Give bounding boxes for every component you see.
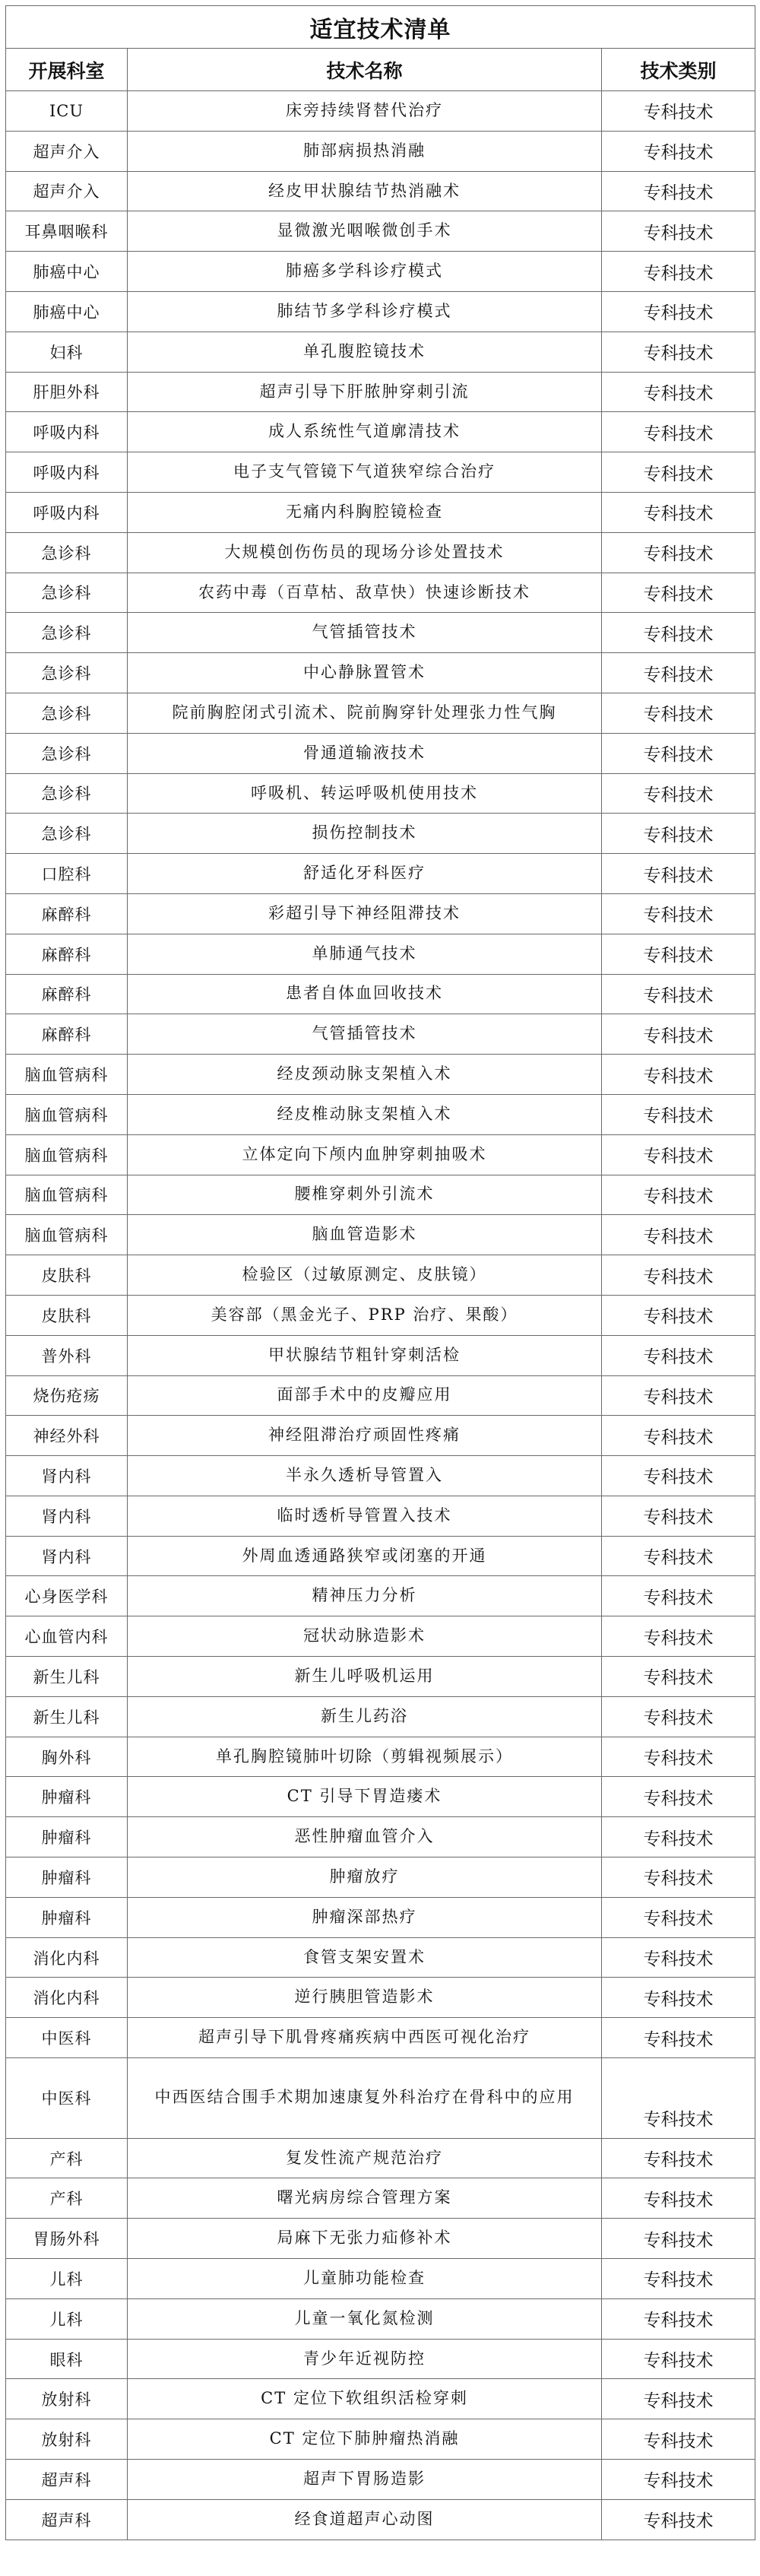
table-row (6, 171, 755, 211)
name-cell: 舒适化牙科医疗 (128, 854, 602, 894)
type-cell: 专科技术 (602, 1536, 755, 1576)
name-cell: 脑血管造影术 (128, 1215, 602, 1255)
type-cell: 专科技术 (602, 2499, 755, 2540)
type-cell: 专科技术 (602, 1857, 755, 1898)
dept-cell: 肿瘤科 (6, 1857, 128, 1898)
type-cell: 专科技术 (602, 452, 755, 493)
type-cell: 专科技术 (602, 412, 755, 452)
table-row (6, 1897, 755, 1937)
dept-cell: 肿瘤科 (6, 1817, 128, 1857)
type-cell: 专科技术 (602, 733, 755, 773)
type-cell: 专科技术 (602, 1937, 755, 1978)
table-row (6, 1416, 755, 1456)
table-row (6, 131, 755, 171)
table-row (6, 974, 755, 1014)
table-row (6, 1496, 755, 1536)
type-cell: 专科技术 (602, 252, 755, 292)
dept-cell: 皮肤科 (6, 1255, 128, 1296)
type-cell: 专科技术 (602, 1416, 755, 1456)
type-cell: 专科技术 (602, 1335, 755, 1375)
name-cell: 新生儿呼吸机运用 (128, 1657, 602, 1697)
dept-cell: 呼吸内科 (6, 412, 128, 452)
table-row (6, 733, 755, 773)
table-row (6, 1014, 755, 1055)
dept-cell: 肺癌中心 (6, 291, 128, 332)
name-cell: 成人系统性气道廓清技术 (128, 412, 602, 452)
table-row (6, 1456, 755, 1496)
table-row (6, 1094, 755, 1134)
name-cell: 肿瘤放疗 (128, 1857, 602, 1898)
name-cell: 院前胸腔闭式引流术、院前胸穿针处理张力性气胸 (128, 693, 602, 733)
dept-cell: 肿瘤科 (6, 1777, 128, 1817)
table-row (6, 934, 755, 974)
table-row (6, 653, 755, 693)
type-cell: 专科技术 (602, 2018, 755, 2058)
type-cell: 专科技术 (602, 1897, 755, 1937)
dept-cell: 儿科 (6, 2259, 128, 2299)
type-cell: 专科技术 (602, 211, 755, 252)
table-row (6, 1937, 755, 1978)
type-cell: 专科技术 (602, 2178, 755, 2219)
table-row (6, 412, 755, 452)
table-row (6, 492, 755, 532)
table-row (6, 1055, 755, 1095)
table-row (6, 573, 755, 613)
type-cell: 专科技术 (602, 1255, 755, 1296)
dept-cell: 放射科 (6, 2419, 128, 2460)
name-cell: 神经阻滞治疗顽固性疼痛 (128, 1416, 602, 1456)
dept-cell: 新生儿科 (6, 1657, 128, 1697)
dept-cell: 急诊科 (6, 733, 128, 773)
name-cell: 中西医结合围手术期加速康复外科治疗在骨科中的应用 (128, 2058, 602, 2139)
name-cell: 食管支架安置术 (128, 1937, 602, 1978)
table-row (6, 1134, 755, 1175)
type-cell: 专科技术 (602, 1055, 755, 1095)
type-cell: 专科技术 (602, 1576, 755, 1616)
table-title: 适宜技术清单 (6, 6, 755, 49)
type-cell: 专科技术 (602, 1295, 755, 1335)
type-cell: 专科技术 (602, 171, 755, 211)
name-cell: 经皮椎动脉支架植入术 (128, 1094, 602, 1134)
type-cell: 专科技术 (602, 91, 755, 132)
dept-cell: 放射科 (6, 2379, 128, 2419)
dept-cell: 急诊科 (6, 532, 128, 573)
dept-cell: 急诊科 (6, 573, 128, 613)
dept-cell: 口腔科 (6, 854, 128, 894)
type-cell: 专科技术 (602, 2419, 755, 2460)
table-row (6, 1777, 755, 1817)
name-cell: CT 定位下肺肿瘤热消融 (128, 2419, 602, 2460)
type-cell: 专科技术 (602, 854, 755, 894)
name-cell: 肺结节多学科诊疗模式 (128, 291, 602, 332)
dept-cell: 中医科 (6, 2058, 128, 2139)
dept-cell: 普外科 (6, 1335, 128, 1375)
name-cell: 经皮甲状腺结节热消融术 (128, 171, 602, 211)
table-row (6, 1657, 755, 1697)
type-cell: 专科技术 (602, 2259, 755, 2299)
dept-cell: 呼吸内科 (6, 492, 128, 532)
document-page (5, 5, 755, 2540)
table-row (6, 1255, 755, 1296)
dept-cell: 脑血管病科 (6, 1175, 128, 1215)
type-cell: 专科技术 (602, 492, 755, 532)
dept-cell: 新生儿科 (6, 1696, 128, 1737)
dept-cell: 麻醉科 (6, 974, 128, 1014)
header-name: 技术名称 (128, 49, 602, 91)
type-cell: 专科技术 (602, 1777, 755, 1817)
type-cell: 专科技术 (602, 2058, 755, 2139)
dept-cell: 肾内科 (6, 1536, 128, 1576)
dept-cell: 肾内科 (6, 1456, 128, 1496)
type-cell: 专科技术 (602, 1737, 755, 1777)
name-cell: 损伤控制技术 (128, 814, 602, 854)
table-row (6, 2058, 755, 2139)
table-row (6, 252, 755, 292)
name-cell: 超声引导下肌骨疼痛疾病中西医可视化治疗 (128, 2018, 602, 2058)
name-cell: 肺癌多学科诊疗模式 (128, 252, 602, 292)
name-cell: 新生儿药浴 (128, 1696, 602, 1737)
table-row (6, 2298, 755, 2339)
table-row (6, 1817, 755, 1857)
name-cell: 超声下胃肠造影 (128, 2460, 602, 2500)
name-cell: 电子支气管镜下气道狭窄综合治疗 (128, 452, 602, 493)
table-row (6, 1215, 755, 1255)
dept-cell: 耳鼻咽喉科 (6, 211, 128, 252)
name-cell: 儿童一氧化氮检测 (128, 2298, 602, 2339)
dept-cell: 麻醉科 (6, 934, 128, 974)
table-row (6, 814, 755, 854)
name-cell: 逆行胰胆管造影术 (128, 1978, 602, 2018)
table-row (6, 2460, 755, 2500)
dept-cell: 急诊科 (6, 613, 128, 653)
name-cell: 床旁持续肾替代治疗 (128, 91, 602, 132)
type-cell: 专科技术 (602, 573, 755, 613)
type-cell: 专科技术 (602, 1175, 755, 1215)
type-cell: 专科技术 (602, 131, 755, 171)
type-cell: 专科技术 (602, 532, 755, 573)
name-cell: 美容部（黑金光子、PRP 治疗、果酸） (128, 1295, 602, 1335)
name-cell: 大规模创伤伤员的现场分诊处置技术 (128, 532, 602, 573)
type-cell: 专科技术 (602, 1657, 755, 1697)
dept-cell: 皮肤科 (6, 1295, 128, 1335)
table-row (6, 1175, 755, 1215)
name-cell: 单孔胸腔镜肺叶切除（剪辑视频展示） (128, 1737, 602, 1777)
table-row (6, 1696, 755, 1737)
type-cell: 专科技术 (602, 1696, 755, 1737)
dept-cell: 超声介入 (6, 171, 128, 211)
type-cell: 专科技术 (602, 653, 755, 693)
dept-cell: 胸外科 (6, 1737, 128, 1777)
table-row (6, 1576, 755, 1616)
name-cell: 气管插管技术 (128, 1014, 602, 1055)
type-cell: 专科技术 (602, 974, 755, 1014)
name-cell: 冠状动脉造影术 (128, 1616, 602, 1657)
name-cell: 骨通道输液技术 (128, 733, 602, 773)
type-cell: 专科技术 (602, 1134, 755, 1175)
table-row (6, 1375, 755, 1416)
dept-cell: 急诊科 (6, 814, 128, 854)
table-row (6, 1536, 755, 1576)
table-row (6, 2018, 755, 2058)
table-row (6, 2219, 755, 2259)
name-cell: 患者自体血回收技术 (128, 974, 602, 1014)
type-cell: 专科技术 (602, 1817, 755, 1857)
table-row (6, 893, 755, 934)
name-cell: 经食道超声心动图 (128, 2499, 602, 2540)
dept-cell: 超声介入 (6, 131, 128, 171)
name-cell: 局麻下无张力疝修补术 (128, 2219, 602, 2259)
name-cell: 曙光病房综合管理方案 (128, 2178, 602, 2219)
table-body (6, 91, 755, 2540)
type-cell: 专科技术 (602, 773, 755, 814)
type-cell: 专科技术 (602, 1456, 755, 1496)
dept-cell: 产科 (6, 2138, 128, 2178)
name-cell: 农药中毒（百草枯、敌草快）快速诊断技术 (128, 573, 602, 613)
type-cell: 专科技术 (602, 372, 755, 412)
table-row (6, 91, 755, 132)
name-cell: 外周血透通路狭窄或闭塞的开通 (128, 1536, 602, 1576)
table-row (6, 854, 755, 894)
table-row (6, 613, 755, 653)
dept-cell: 消化内科 (6, 1937, 128, 1978)
title-row (6, 6, 755, 49)
type-cell: 专科技术 (602, 1616, 755, 1657)
type-cell: 专科技术 (602, 693, 755, 733)
name-cell: 呼吸机、转运呼吸机使用技术 (128, 773, 602, 814)
table-row (6, 773, 755, 814)
dept-cell: 眼科 (6, 2339, 128, 2379)
name-cell: 显微激光咽喉微创手术 (128, 211, 602, 252)
type-cell: 专科技术 (602, 613, 755, 653)
name-cell: 气管插管技术 (128, 613, 602, 653)
name-cell: 检验区（过敏原测定、皮肤镜） (128, 1255, 602, 1296)
table-row (6, 452, 755, 493)
type-cell: 专科技术 (602, 2339, 755, 2379)
dept-cell: 麻醉科 (6, 893, 128, 934)
name-cell: 中心静脉置管术 (128, 653, 602, 693)
dept-cell: 肿瘤科 (6, 1897, 128, 1937)
table-row (6, 2259, 755, 2299)
dept-cell: 妇科 (6, 332, 128, 372)
type-cell: 专科技术 (602, 1978, 755, 2018)
table-row (6, 1978, 755, 2018)
name-cell: 恶性肿瘤血管介入 (128, 1817, 602, 1857)
name-cell: 复发性流产规范治疗 (128, 2138, 602, 2178)
name-cell: 无痛内科胸腔镜检查 (128, 492, 602, 532)
table-row (6, 1616, 755, 1657)
name-cell: 甲状腺结节粗针穿刺活检 (128, 1335, 602, 1375)
dept-cell: 急诊科 (6, 653, 128, 693)
dept-cell: 肾内科 (6, 1496, 128, 1536)
type-cell: 专科技术 (602, 814, 755, 854)
dept-cell: 肝胆外科 (6, 372, 128, 412)
dept-cell: 胃肠外科 (6, 2219, 128, 2259)
table-row (6, 1737, 755, 1777)
table-row (6, 532, 755, 573)
type-cell: 专科技术 (602, 2219, 755, 2259)
dept-cell: 儿科 (6, 2298, 128, 2339)
dept-cell: 烧伤疮疡 (6, 1375, 128, 1416)
dept-cell: ICU (6, 91, 128, 132)
type-cell: 专科技术 (602, 2138, 755, 2178)
name-cell: 半永久透析导管置入 (128, 1456, 602, 1496)
name-cell: 肿瘤深部热疗 (128, 1897, 602, 1937)
dept-cell: 脑血管病科 (6, 1134, 128, 1175)
name-cell: 立体定向下颅内血肿穿刺抽吸术 (128, 1134, 602, 1175)
table-row (6, 1295, 755, 1335)
type-cell: 专科技术 (602, 2379, 755, 2419)
table-row (6, 693, 755, 733)
dept-cell: 超声科 (6, 2499, 128, 2540)
type-cell: 专科技术 (602, 1215, 755, 1255)
type-cell: 专科技术 (602, 893, 755, 934)
name-cell: CT 定位下软组织活检穿刺 (128, 2379, 602, 2419)
name-cell: 肺部病损热消融 (128, 131, 602, 171)
dept-cell: 急诊科 (6, 773, 128, 814)
type-cell: 专科技术 (602, 2460, 755, 2500)
name-cell: CT 引导下胃造瘘术 (128, 1777, 602, 1817)
table-row (6, 211, 755, 252)
dept-cell: 中医科 (6, 2018, 128, 2058)
name-cell: 超声引导下肝脓肿穿刺引流 (128, 372, 602, 412)
type-cell: 专科技术 (602, 332, 755, 372)
type-cell: 专科技术 (602, 1094, 755, 1134)
table-row (6, 1857, 755, 1898)
name-cell: 彩超引导下神经阻滞技术 (128, 893, 602, 934)
dept-cell: 超声科 (6, 2460, 128, 2500)
dept-cell: 产科 (6, 2178, 128, 2219)
name-cell: 面部手术中的皮瓣应用 (128, 1375, 602, 1416)
type-cell: 专科技术 (602, 1375, 755, 1416)
header-type: 技术类别 (602, 49, 755, 91)
dept-cell: 呼吸内科 (6, 452, 128, 493)
dept-cell: 肺癌中心 (6, 252, 128, 292)
technology-table (5, 5, 755, 2540)
name-cell: 经皮颈动脉支架植入术 (128, 1055, 602, 1095)
name-cell: 儿童肺功能检查 (128, 2259, 602, 2299)
type-cell: 专科技术 (602, 934, 755, 974)
table-row (6, 2419, 755, 2460)
name-cell: 单孔腹腔镜技术 (128, 332, 602, 372)
dept-cell: 急诊科 (6, 693, 128, 733)
table-row (6, 2178, 755, 2219)
dept-cell: 脑血管病科 (6, 1215, 128, 1255)
table-row (6, 1335, 755, 1375)
dept-cell: 消化内科 (6, 1978, 128, 2018)
header-row (6, 49, 755, 91)
name-cell: 精神压力分析 (128, 1576, 602, 1616)
type-cell: 专科技术 (602, 1496, 755, 1536)
dept-cell: 神经外科 (6, 1416, 128, 1456)
dept-cell: 心身医学科 (6, 1576, 128, 1616)
name-cell: 青少年近视防控 (128, 2339, 602, 2379)
name-cell: 腰椎穿刺外引流术 (128, 1175, 602, 1215)
table-row (6, 332, 755, 372)
table-row (6, 2499, 755, 2540)
table-row (6, 2379, 755, 2419)
dept-cell: 麻醉科 (6, 1014, 128, 1055)
table-row (6, 372, 755, 412)
type-cell: 专科技术 (602, 291, 755, 332)
dept-cell: 心血管内科 (6, 1616, 128, 1657)
table-row (6, 291, 755, 332)
table-row (6, 2138, 755, 2178)
table-row (6, 2339, 755, 2379)
name-cell: 临时透析导管置入技术 (128, 1496, 602, 1536)
type-cell: 专科技术 (602, 1014, 755, 1055)
dept-cell: 脑血管病科 (6, 1094, 128, 1134)
dept-cell: 脑血管病科 (6, 1055, 128, 1095)
header-dept: 开展科室 (6, 49, 128, 91)
type-cell: 专科技术 (602, 2298, 755, 2339)
name-cell: 单肺通气技术 (128, 934, 602, 974)
